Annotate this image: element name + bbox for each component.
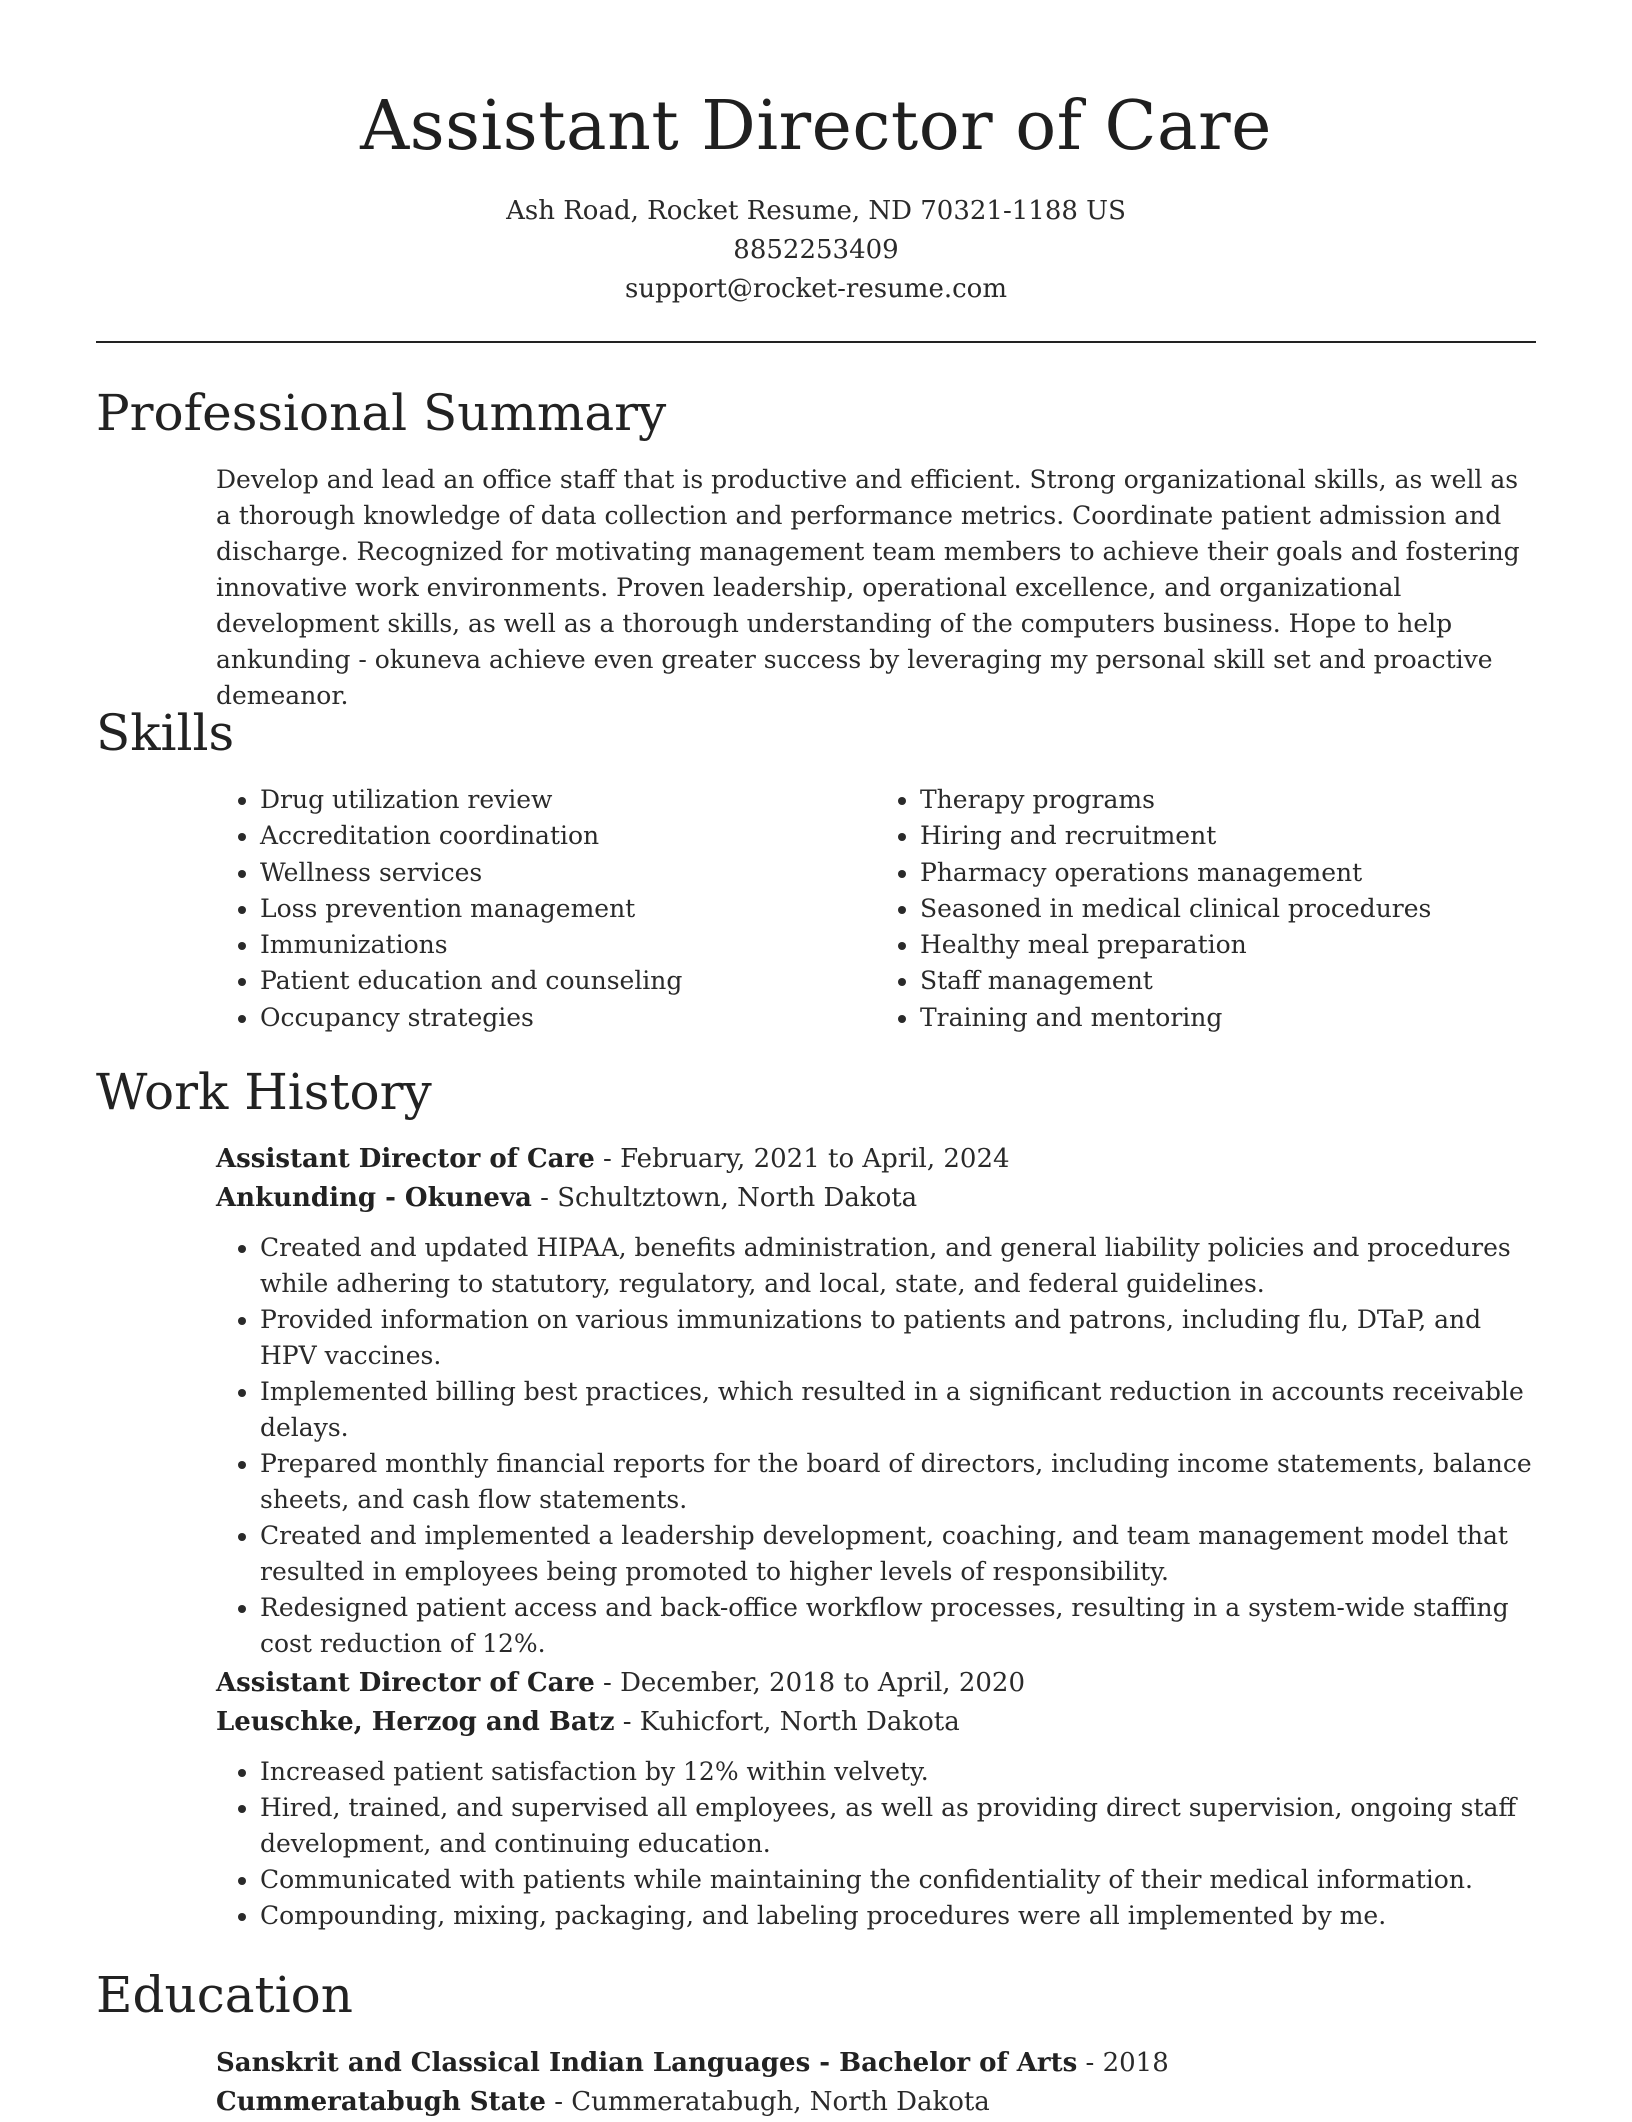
header-divider (96, 341, 1536, 343)
education-school-line (216, 2083, 1536, 2122)
education-school: Cummeratabugh State (216, 2087, 546, 2117)
resume-header (0, 0, 1632, 309)
education-heading: Education (96, 1966, 353, 2024)
skill-item: • Occupancy strategies (260, 1000, 876, 1036)
job-company-line (216, 1179, 1536, 1218)
work-history-heading: Work History (96, 1063, 432, 1121)
skills-list-left (216, 782, 876, 1036)
job-entry (216, 1140, 1536, 1662)
job-bullet: • Provided information on various immunizations to patients and patrons, including flu, DTaP, and HPV vaccines. (260, 1302, 1536, 1374)
skill-item: • Wellness services (260, 855, 876, 891)
job-bullet: • Hired, trained, and supervised all employees, as well as providing direct supervision, ongoing staff development, and continuing education. (260, 1790, 1536, 1862)
job-bullets (216, 1230, 1536, 1662)
skill-item: • Patient education and counseling (260, 963, 876, 999)
job-title-line (216, 1664, 1536, 1703)
skills-list-right (876, 782, 1536, 1036)
education-year: - 2018 (1077, 2048, 1169, 2078)
education-entry (216, 2044, 1536, 2122)
education-degree: Sanskrit and Classical Indian Languages - Bachelor of Arts (216, 2048, 1078, 2078)
job-company: Leuschke, Herzog and Batz (216, 1707, 615, 1737)
job-bullet: • Created and implemented a leadership development, coaching, and team management model that resulted in employees being promoted to higher levels of responsibility. (260, 1518, 1536, 1590)
job-title-line (216, 1140, 1536, 1179)
skills-heading: Skills (96, 704, 235, 762)
job-bullet: • Increased patient satisfaction by 12% within velvety. (260, 1754, 1536, 1790)
skill-item: • Accreditation coordination (260, 818, 876, 854)
summary-heading: Professional Summary (96, 384, 667, 442)
skill-item: • Pharmacy operations management (920, 855, 1536, 891)
job-dates: - December, 2018 to April, 2020 (594, 1668, 1026, 1698)
job-bullet: • Compounding, mixing, packaging, and labeling procedures were all implemented by me. (260, 1898, 1536, 1934)
education-degree-line (216, 2044, 1536, 2083)
job-dates: - February, 2021 to April, 2024 (594, 1144, 1010, 1174)
skill-item: • Seasoned in medical clinical procedures (920, 891, 1536, 927)
resume-name: Assistant Director of Care (360, 87, 1272, 166)
skill-item: • Training and mentoring (920, 1000, 1536, 1036)
skills-section (216, 782, 1536, 1036)
job-location: - Schultztown, North Dakota (531, 1183, 918, 1213)
job-role: Assistant Director of Care (216, 1668, 595, 1698)
skill-item: • Healthy meal preparation (920, 927, 1536, 963)
job-location: - Kuhicfort, North Dakota (614, 1707, 960, 1737)
skill-item: • Immunizations (260, 927, 876, 963)
contact-phone: 8852253409 (733, 235, 899, 265)
job-bullets (216, 1754, 1536, 1934)
job-bullet: • Redesigned patient access and back-office workflow processes, resulting in a system-wide staffing cost reduction of 12%. (260, 1590, 1536, 1662)
skill-item: • Staff management (920, 963, 1536, 999)
job-bullet: • Implemented billing best practices, which resulted in a significant reduction in accounts receivable delays. (260, 1374, 1536, 1446)
job-entry (216, 1664, 1536, 1934)
education-location: - Cummeratabugh, North Dakota (545, 2087, 990, 2117)
contact-email: support@rocket-resume.com (624, 274, 1007, 304)
skill-item: • Therapy programs (920, 782, 1536, 818)
contact-info (0, 192, 1632, 309)
job-company-line (216, 1703, 1536, 1742)
job-bullet: • Communicated with patients while maintaining the confidentiality of their medical information. (260, 1862, 1536, 1898)
skill-item: • Hiring and recruitment (920, 818, 1536, 854)
job-company: Ankunding - Okuneva (216, 1183, 532, 1213)
skill-item: • Loss prevention management (260, 891, 876, 927)
summary-text: Develop and lead an office staff that is productive and efficient. Strong organizational skills, as well as a thorough knowledge of data collection and performance metrics. Coordinate patient admission and discharge. Recognized for motivating management team members to achieve their goals and fostering innovative work environments. Proven leadership, operational excellence, and organizational development skills, as well as a thorough understanding of the computers business. Hope to help ankunding - okuneva achieve even greater success by leveraging my personal skill set and proactive demeanor. (216, 465, 1520, 710)
skill-item: • Drug utilization review (260, 782, 876, 818)
job-role: Assistant Director of Care (216, 1144, 595, 1174)
summary-section (216, 462, 1536, 714)
contact-address: Ash Road, Rocket Resume, ND 70321-1188 US (506, 196, 1126, 226)
job-bullet: • Created and updated HIPAA, benefits administration, and general liability policies and procedures while adhering to statutory, regulatory, and local, state, and federal guidelines. (260, 1230, 1536, 1302)
job-bullet: • Prepared monthly financial reports for the board of directors, including income statements, balance sheets, and cash flow statements. (260, 1446, 1536, 1518)
